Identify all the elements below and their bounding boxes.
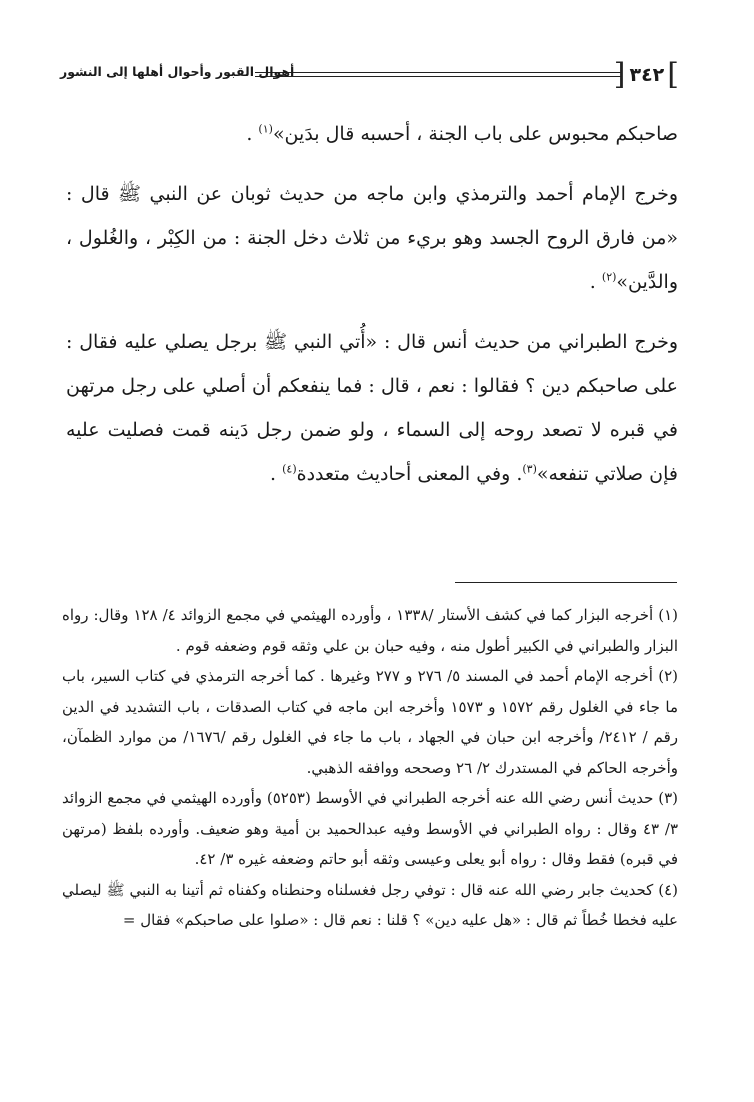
page-number-bracket-right: ] (667, 57, 680, 92)
paragraph-3-mid: . وفي المعنى أحاديث متعددة (296, 463, 523, 485)
footnote-2-text: أخرجه الإمام أحمد في المسند ٥/ ٢٧٦ و ٢٧٧ وغيرها . كما أخرجه الترمذي في كتاب السير، باب ما جاء في الغلول رقم ١٥٧٢ و ١٥٧٣ وأخرجه ابن ماجه في كتاب الصدقات ، باب التشديد في الدين رقم / ٢٤١٢/ وأخرجه ابن حبان في الجهاد ، باب ما جاء في الغلول رقم /١٦٧٦/ من موارد الظمآن، وأخرجه الحاكم في المستدرك ٢/ ٢٦ وصححه ووافقه الذهبي. (62, 667, 679, 777)
footnotes (62, 600, 678, 936)
paragraph-gap (66, 304, 678, 320)
paragraph-1-end: . (246, 123, 259, 145)
paragraph-2-text: وخرج الإمام أحمد والترمذي وابن ماجه من حديث ثوبان عن النبي ﷺ قال : «من فارق الروح الجسد وهو بريء من ثلاث دخل الجنة : من الكِبْر ، والغُلول ، والدَّين» (66, 183, 678, 293)
footnote-2 (62, 661, 678, 783)
footnote-4-number: (٤) (658, 880, 678, 899)
footnote-1 (62, 600, 678, 661)
footnote-3-number: (٣) (658, 789, 679, 807)
footnote-4 (62, 875, 678, 936)
header-double-rule (255, 72, 622, 77)
footnote-4-text: كحديث جابر رضي الله عنه قال : توفي رجل فغسلناه وحنطناه وكفناه ثم أتينا به النبي ﷺ ليصلي عليه فخطا خُطاً ثم قال : «هل عليه دين» ؟ قلنا : نعم قال : «صلوا على صاحبكم» فقال = (62, 880, 678, 929)
paragraph-3 (66, 320, 678, 496)
paragraph-1-text: صاحبكم محبوس على باب الجنة ، أحسبه قال بدَين» (272, 123, 678, 145)
footnote-ref-1: (١) (258, 122, 273, 136)
paragraph-3-end: . (270, 463, 283, 485)
paragraph-3-text: وخرج الطبراني من حديث أنس قال : «أُتي النبي ﷺ برجل يصلي عليه فقال : على صاحبكم دين ؟ فقالوا : نعم ، قال : فما ينفعكم أن أصلي على رجل مرتهن في قبره لا تصعد روحه إلى السماء ، ولو ضمن رجل دَينه قمت فصليت عليه فإن صلاتي تنفعه» (66, 331, 678, 485)
running-title: أهوال القبور وأحوال أهلها إلى النشور (60, 64, 295, 79)
footnote-1-text: أخرجه البزار كما في كشف الأستار /١٣٣٨ ، وأورده الهيثمي في مجمع الزوائد ٤/ ١٢٨ وقال: رواه البزار والطبراني في الكبير أطول منه ، وفيه حبان بن علي وثقه قوم وضعفه قوم . (62, 606, 678, 655)
paragraph-gap (66, 156, 678, 172)
page-number-block (614, 58, 680, 92)
page-number-bracket-left: [ (613, 57, 627, 92)
footnote-separator (455, 582, 677, 583)
footnote-1-number: (١) (658, 606, 678, 624)
page-number: ٣٤٢ (629, 64, 665, 86)
paragraph-1 (66, 112, 678, 156)
paragraph-2 (66, 172, 678, 304)
footnote-ref-3: (٣) (522, 462, 537, 476)
footnote-3-text: حديث أنس رضي الله عنه أخرجه الطبراني في الأوسط (٥٢٥٣) وأورده الهيثمي في مجمع الزوائد ٣/ ٤٣ وقال : رواه الطبراني في الأوسط وفيه عبدالحميد بن أمية وهو ضعيف. وأورده بلفظ (مرتهن في قبره) فقط وقال : رواه أبو يعلى وعيسى وثقه أبو حاتم وضعفه غيره ٣/ ٤٢. (62, 789, 678, 868)
paragraph-2-end: . (589, 271, 602, 293)
footnote-ref-2: (٢) (601, 270, 617, 284)
running-header (60, 58, 680, 94)
footnote-3 (62, 783, 678, 875)
main-text (66, 112, 678, 496)
footnote-ref-4: (٤) (282, 462, 297, 476)
footnote-2-number: (٢) (658, 667, 678, 685)
